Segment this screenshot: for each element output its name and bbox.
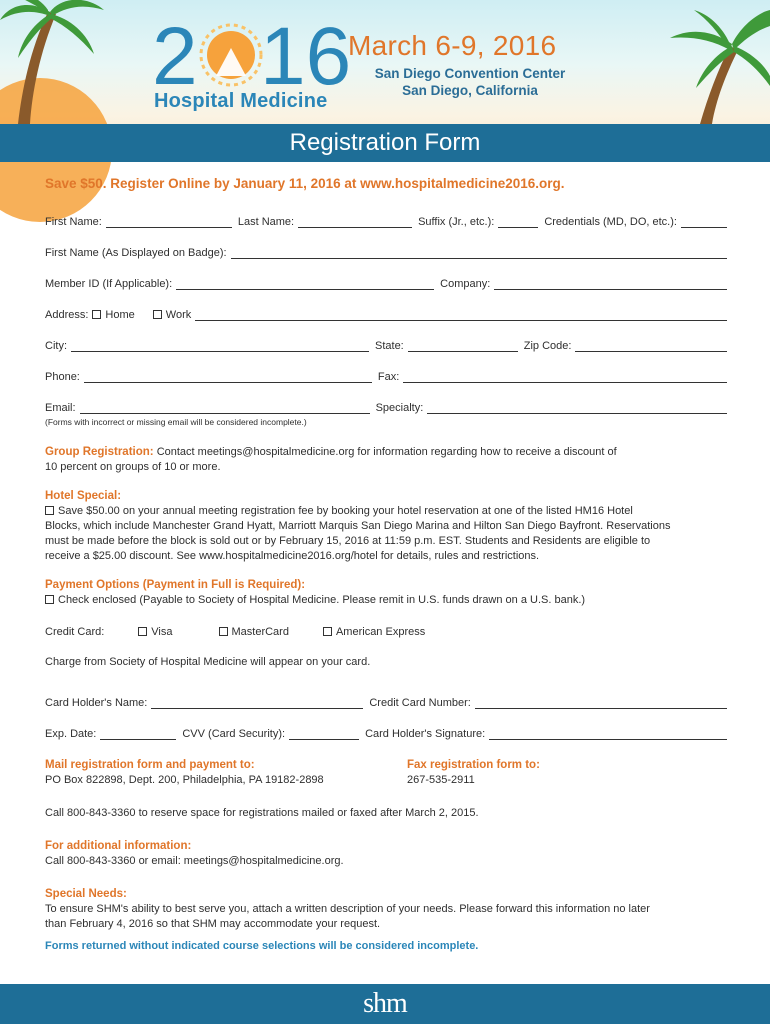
amex-option[interactable]: [323, 626, 425, 638]
member-id-field[interactable]: [176, 278, 434, 290]
call-note: Call 800-843-3360 to reserve space for registrations mailed or faxed after March 2, 2015.: [45, 807, 479, 819]
header-banner: [0, 0, 770, 162]
check-label: Check enclosed (Payable to Society of Hospital Medicine. Please remit in U.S. funds drawn on a U.S. bank.): [58, 594, 586, 606]
email-label: Email:: [45, 402, 76, 414]
form-content: [45, 176, 727, 952]
holder-name-label: Card Holder's Name:: [45, 697, 148, 709]
state-label: State:: [375, 340, 404, 352]
group-heading: Group Registration:: [45, 446, 154, 458]
group-registration-section: [45, 445, 727, 475]
city-label: City:: [45, 340, 67, 352]
last-name-label: Last Name:: [237, 216, 295, 228]
special-needs-section: [45, 887, 727, 932]
email-note: (Forms with incorrect or missing email will be considered incomplete.): [45, 417, 307, 427]
suffix-field[interactable]: [498, 216, 538, 228]
badge-name-label: First Name (As Displayed on Badge):: [45, 247, 227, 259]
promo-line: Save $50. Register Online by January 11, 2016 at www.hospitalmedicine2016.org.: [45, 176, 565, 191]
work-label: Work: [165, 309, 192, 321]
logo-digit-2: 2: [152, 11, 198, 102]
mail-address: PO Box 822898, Dept. 200, Philadelphia, PA 19182-2898: [45, 774, 324, 786]
phone-label: Phone:: [45, 371, 80, 383]
mastercard-checkbox[interactable]: [219, 627, 228, 636]
shm-logo: shm: [363, 988, 407, 1019]
address-work-option[interactable]: [139, 309, 195, 321]
holder-name-field[interactable]: [151, 697, 363, 709]
credentials-field[interactable]: [681, 216, 727, 228]
amex-checkbox[interactable]: [323, 627, 332, 636]
address-row: [45, 290, 727, 321]
credit-card-row: [45, 616, 727, 647]
email-row: [45, 383, 727, 414]
home-checkbox[interactable]: [92, 310, 101, 319]
event-venue: [348, 65, 592, 99]
visa-label: Visa: [151, 625, 173, 638]
badge-name-row: [45, 228, 727, 259]
company-field[interactable]: [494, 278, 727, 290]
final-note: Forms returned without indicated course selections will be considered incomplete.: [45, 940, 479, 952]
fax-field[interactable]: [403, 371, 727, 383]
zip-field[interactable]: [575, 340, 727, 352]
logo-subtitle: Hospital Medicine: [154, 90, 328, 112]
special-line-2: than February 4, 2016 so that SHM may accommodate your request.: [45, 918, 381, 930]
group-text: Contact meetings@hospitalmedicine.org for information regarding how to receive a discount of: [156, 446, 617, 458]
special-heading: Special Needs:: [45, 888, 127, 900]
badge-name-field[interactable]: [231, 247, 727, 259]
info-section: [45, 839, 727, 869]
venue-line-2: San Diego, California: [402, 83, 538, 98]
form-title: Registration Form: [289, 129, 481, 156]
hotel-line-2: Blocks, which include Manchester Grand Hyatt, Marriott Marquis San Diego Marina and Hilton San Diego Bayfront. Reservations: [45, 520, 671, 532]
specialty-field[interactable]: [427, 402, 727, 414]
mail-fax-section: [45, 758, 727, 788]
mail-column: [45, 758, 407, 788]
special-line-1: To ensure SHM's ability to best serve you, attach a written description of your needs. Please forward this information no later: [45, 903, 650, 915]
name-row: [45, 197, 727, 228]
left-palm-fronds: [0, 0, 104, 58]
company-label: Company:: [440, 278, 491, 290]
hotel-heading: Hotel Special:: [45, 490, 122, 502]
cvv-field[interactable]: [289, 728, 359, 740]
city-field[interactable]: [71, 340, 369, 352]
card-holder-row: [45, 678, 727, 709]
payment-heading: Payment Options (Payment in Full is Required):: [45, 579, 306, 591]
first-name-field[interactable]: [106, 216, 232, 228]
home-label: Home: [105, 309, 135, 321]
member-row: [45, 259, 727, 290]
card-details-row: [45, 709, 727, 740]
info-text: Call 800-843-3360 or email: meetings@hospitalmedicine.org.: [45, 855, 344, 867]
specialty-label: Specialty:: [375, 402, 424, 414]
fax-label: Fax:: [377, 371, 400, 383]
card-number-field[interactable]: [475, 697, 727, 709]
hotel-checkbox[interactable]: [45, 506, 54, 515]
zip-label: Zip Code:: [523, 340, 572, 352]
fax-heading: Fax registration form to:: [407, 759, 540, 771]
footer-band: [0, 984, 770, 1024]
fax-number: 267-535-2911: [407, 774, 475, 786]
mail-heading: Mail registration form and payment to:: [45, 759, 255, 771]
info-heading: For additional information:: [45, 840, 192, 852]
visa-option[interactable]: [138, 626, 172, 638]
fax-column: [407, 758, 727, 788]
visa-checkbox[interactable]: [138, 627, 147, 636]
phone-row: [45, 352, 727, 383]
exp-date-label: Exp. Date:: [45, 728, 97, 740]
signature-label: Card Holder's Signature:: [365, 728, 486, 740]
email-field[interactable]: [80, 402, 370, 414]
logo-digits-16: 16: [260, 11, 352, 102]
exp-date-field[interactable]: [100, 728, 176, 740]
charge-note: Charge from Society of Hospital Medicine will appear on your card.: [45, 656, 371, 668]
address-home-option[interactable]: [92, 309, 138, 321]
phone-field[interactable]: [84, 371, 372, 383]
event-date: March 6-9, 2016: [348, 30, 557, 61]
hotel-line-4: receive a $25.00 discount. See www.hospitalmedicine2016.org/hotel for details, rules and restrictions.: [45, 550, 540, 562]
last-name-field[interactable]: [298, 216, 412, 228]
member-id-label: Member ID (If Applicable):: [45, 278, 173, 290]
beach-scene-illustration: [0, 0, 770, 124]
cvv-label: CVV (Card Security):: [182, 728, 286, 740]
credentials-label: Credentials (MD, DO, etc.):: [544, 216, 677, 228]
address-label: Address:: [45, 309, 89, 321]
title-bar: [0, 124, 770, 162]
first-name-label: First Name:: [45, 216, 102, 228]
mastercard-option[interactable]: [219, 626, 289, 638]
hotel-line-3: must be made before the block is sold out or by February 15, 2016 at 11:59 p.m. EST. Students and Residents are eligible to: [45, 535, 651, 547]
work-checkbox[interactable]: [153, 310, 162, 319]
hotel-section: [45, 489, 727, 564]
city-row: [45, 321, 727, 352]
venue-line-1: San Diego Convention Center: [374, 66, 566, 81]
address-field[interactable]: [195, 309, 727, 321]
amex-label: American Express: [335, 625, 426, 638]
hotel-line-1: Save $50.00 on your annual meeting registration fee by booking your hotel reservation at one of the listed HM16 Hotel: [58, 505, 633, 517]
suffix-label: Suffix (Jr., etc.):: [418, 216, 495, 228]
payment-section: [45, 578, 727, 608]
state-field[interactable]: [408, 340, 518, 352]
group-text-2: 10 percent on groups of 10 or more.: [45, 461, 221, 473]
card-number-label: Credit Card Number:: [369, 697, 471, 709]
signature-field[interactable]: [489, 728, 727, 740]
mastercard-label: MasterCard: [231, 625, 289, 638]
check-checkbox[interactable]: [45, 595, 54, 604]
credit-card-label: Credit Card:: [45, 625, 105, 638]
